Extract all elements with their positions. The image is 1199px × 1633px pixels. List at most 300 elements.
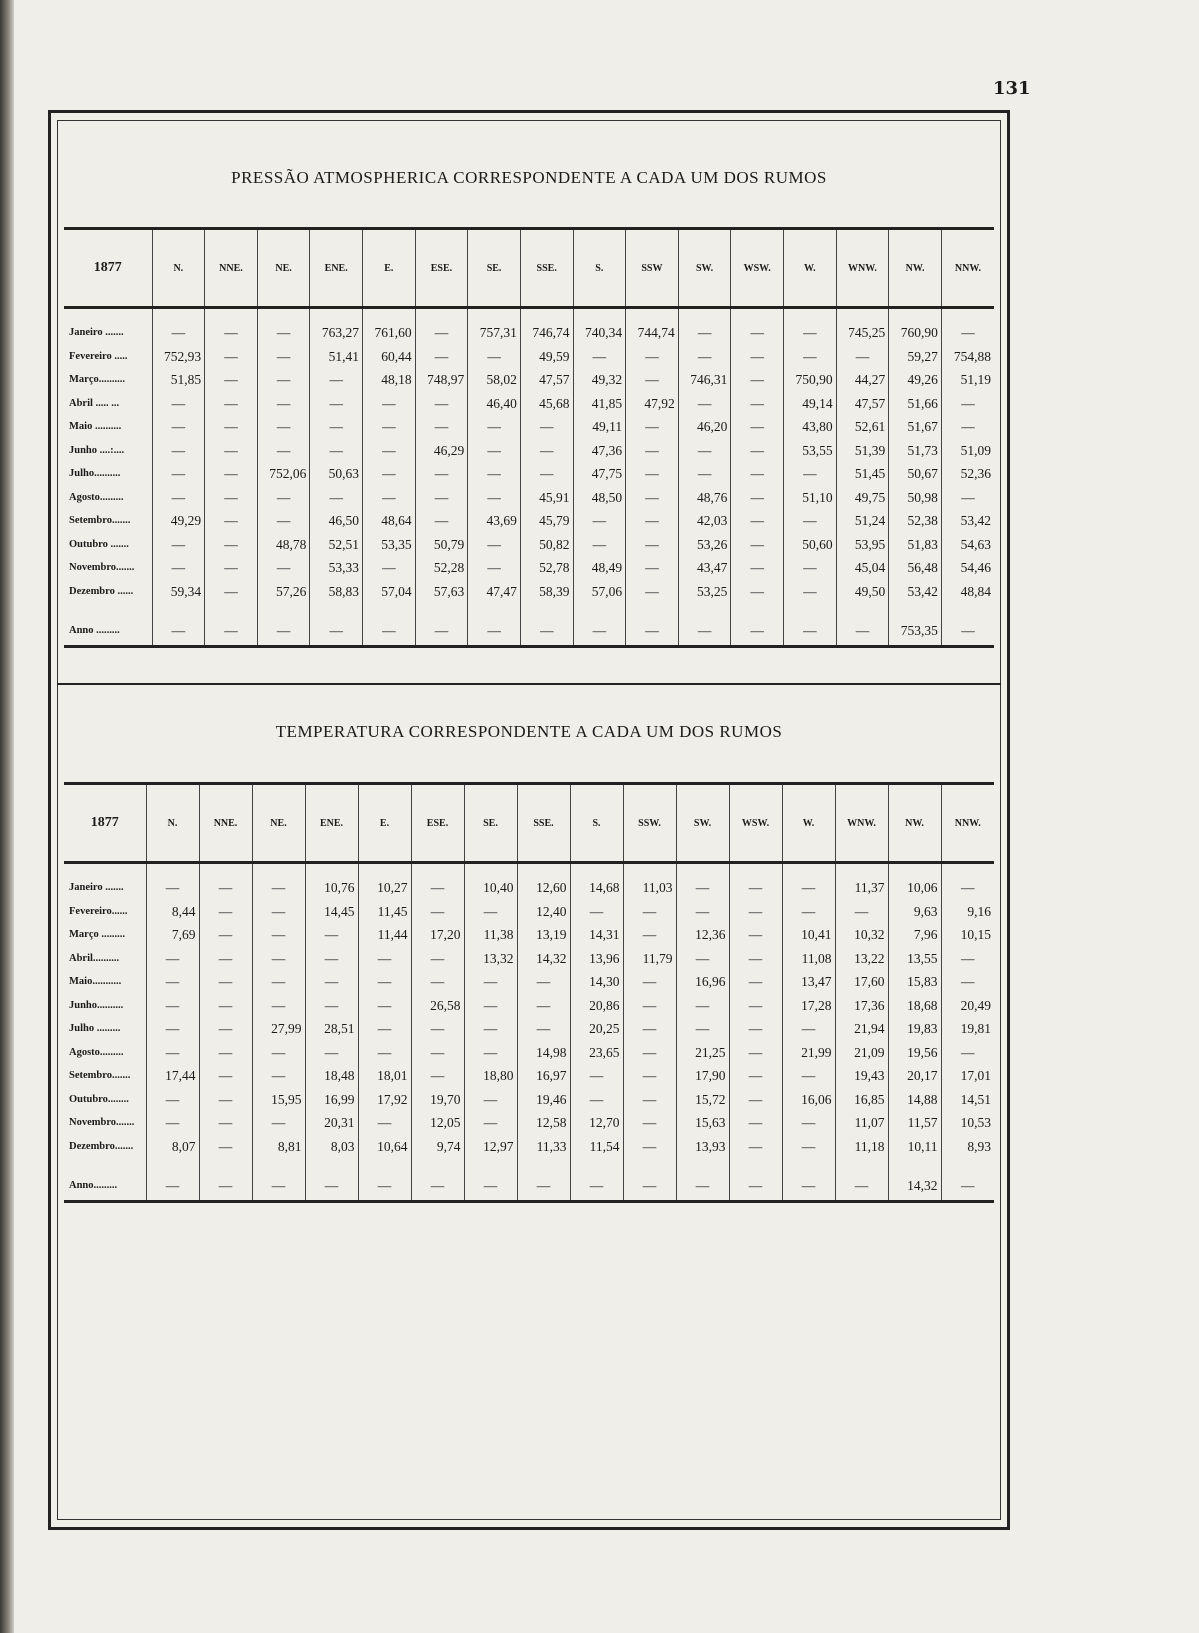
table-cell: 15,83	[888, 970, 941, 994]
table-cell: —	[784, 580, 837, 604]
table-cell: —	[252, 1170, 305, 1202]
table-row	[64, 1170, 994, 1202]
table-cell: 51,41	[310, 345, 363, 369]
table-cell: —	[468, 462, 521, 486]
table-cell: 52,36	[941, 462, 994, 486]
table-cell: —	[146, 1111, 199, 1135]
table-row	[64, 556, 994, 580]
table-cell: —	[784, 509, 837, 533]
table-cell: 47,47	[468, 580, 521, 604]
table-cell: 17,20	[411, 923, 464, 947]
table-cell: —	[363, 615, 416, 647]
table-cell: 49,32	[573, 368, 626, 392]
table-cell: —	[573, 345, 626, 369]
table-cell: —	[205, 345, 258, 369]
table-cell: 41,85	[573, 392, 626, 416]
table-cell: —	[146, 1088, 199, 1112]
table-cell: —	[257, 615, 310, 647]
table-row	[64, 1041, 994, 1065]
table-cell: —	[731, 580, 784, 604]
table-cell: 51,10	[784, 486, 837, 510]
table-cell: —	[676, 1017, 729, 1041]
table-cell: 11,45	[358, 900, 411, 924]
table-cell: 47,57	[520, 368, 573, 392]
table-cell: 10,64	[358, 1135, 411, 1159]
table-cell: —	[152, 533, 205, 557]
table-cell: —	[257, 321, 310, 345]
table-cell: —	[729, 900, 782, 924]
table-cell: —	[729, 1111, 782, 1135]
table-cell: —	[678, 321, 731, 345]
table-cell: —	[941, 415, 994, 439]
table-cell: 9,16	[941, 900, 994, 924]
table-cell: 13,19	[517, 923, 570, 947]
table-cell: 51,73	[889, 439, 942, 463]
table-cell: —	[678, 345, 731, 369]
column-header: N.	[146, 785, 199, 863]
table-cell: 13,32	[464, 947, 517, 971]
table-cell: 17,36	[835, 994, 888, 1018]
table-cell: —	[464, 970, 517, 994]
table-cell: 51,39	[836, 439, 889, 463]
table-cell: 9,63	[888, 900, 941, 924]
table-cell: —	[729, 1064, 782, 1088]
table-cell: —	[941, 321, 994, 345]
table-cell: 10,41	[782, 923, 835, 947]
table-cell: 14,32	[517, 947, 570, 971]
table-cell: —	[310, 368, 363, 392]
table-cell: —	[623, 994, 676, 1018]
table-cell: 14,68	[570, 876, 623, 900]
table-cell: —	[415, 615, 468, 647]
table-cell: 754,88	[941, 345, 994, 369]
pressure-table-wrap	[64, 227, 994, 648]
table-cell: 51,24	[836, 509, 889, 533]
column-header: NNE.	[205, 230, 258, 308]
table-cell: —	[305, 947, 358, 971]
table-cell: 49,14	[784, 392, 837, 416]
table-cell: 18,80	[464, 1064, 517, 1088]
page-number: 131	[993, 78, 1031, 99]
table-cell: —	[205, 368, 258, 392]
table-cell: 58,39	[520, 580, 573, 604]
table-cell: —	[731, 462, 784, 486]
table-cell: 52,51	[310, 533, 363, 557]
table-cell: 53,26	[678, 533, 731, 557]
month-label: Março..........	[69, 374, 125, 386]
table-cell: —	[678, 615, 731, 647]
table-cell: —	[146, 970, 199, 994]
table-cell: —	[252, 947, 305, 971]
table-cell: —	[363, 556, 416, 580]
column-header: NNW.	[941, 785, 994, 863]
table-cell: —	[152, 615, 205, 647]
table-cell: 12,60	[517, 876, 570, 900]
table-cell: 10,32	[835, 923, 888, 947]
month-label: Julho .........	[69, 1023, 121, 1035]
table-cell: —	[464, 1111, 517, 1135]
table-cell: —	[626, 580, 679, 604]
table-cell: 43,69	[468, 509, 521, 533]
column-header: NNE.	[199, 785, 252, 863]
table-cell: 50,98	[889, 486, 942, 510]
table-cell: 18,01	[358, 1064, 411, 1088]
table-cell: 49,26	[889, 368, 942, 392]
table-cell: —	[363, 392, 416, 416]
table-cell: 53,33	[310, 556, 363, 580]
table-cell: 59,27	[889, 345, 942, 369]
table-cell: —	[205, 533, 258, 557]
table-cell: 11,79	[623, 947, 676, 971]
table-cell: 48,76	[678, 486, 731, 510]
table-cell: —	[358, 994, 411, 1018]
month-label: Julho..........	[69, 468, 121, 480]
table-cell: 12,97	[464, 1135, 517, 1159]
table-cell: 51,85	[152, 368, 205, 392]
table-row	[64, 345, 994, 369]
table-cell: —	[626, 509, 679, 533]
table-cell: —	[731, 439, 784, 463]
table-cell: —	[205, 580, 258, 604]
table-cell: —	[205, 392, 258, 416]
column-header: ESE.	[411, 785, 464, 863]
table-cell: —	[623, 1017, 676, 1041]
table-cell: —	[468, 345, 521, 369]
month-label: Anno .........	[64, 615, 152, 647]
table-cell: —	[626, 439, 679, 463]
table-cell: 53,42	[889, 580, 942, 604]
column-header: WSW.	[731, 230, 784, 308]
table-cell: —	[199, 994, 252, 1018]
table-cell: 50,82	[520, 533, 573, 557]
table-cell: —	[941, 486, 994, 510]
table-cell: —	[468, 439, 521, 463]
table-cell: —	[626, 486, 679, 510]
temperature-table	[64, 785, 994, 1203]
table-cell: 51,45	[836, 462, 889, 486]
column-header: SSW	[626, 230, 679, 308]
table-cell: —	[782, 1111, 835, 1135]
table-cell: 13,22	[835, 947, 888, 971]
column-header: SSE.	[520, 230, 573, 308]
table-cell: —	[310, 615, 363, 647]
month-label: Novembro.......	[69, 562, 135, 574]
table-cell: 760,90	[889, 321, 942, 345]
table-cell: —	[729, 876, 782, 900]
table-cell: —	[310, 439, 363, 463]
table-cell: 7,69	[146, 923, 199, 947]
column-header: SSW.	[623, 785, 676, 863]
month-label: Junho ....:....	[69, 444, 125, 456]
column-header: E.	[363, 230, 416, 308]
table-cell: 11,38	[464, 923, 517, 947]
table-cell: —	[731, 415, 784, 439]
table-cell: —	[252, 923, 305, 947]
spacer-row	[64, 603, 994, 615]
table-cell: 53,95	[836, 533, 889, 557]
month-label: Fevereiro .....	[69, 350, 128, 362]
column-header: SE.	[464, 785, 517, 863]
table-cell: 15,95	[252, 1088, 305, 1112]
table-cell: —	[146, 1041, 199, 1065]
table-cell: —	[199, 1088, 252, 1112]
table-cell: 10,06	[888, 876, 941, 900]
table-cell: 27,99	[252, 1017, 305, 1041]
page-binding-shadow	[0, 0, 14, 1633]
table-cell: —	[623, 900, 676, 924]
table-cell: 19,43	[835, 1064, 888, 1088]
table-cell: 752,93	[152, 345, 205, 369]
pressure-header-row	[64, 230, 994, 308]
table-cell: 46,20	[678, 415, 731, 439]
table-cell: 46,40	[468, 392, 521, 416]
table-cell: 10,11	[888, 1135, 941, 1159]
table-cell: 47,57	[836, 392, 889, 416]
month-label: Setembro.......	[69, 515, 131, 527]
table-cell: 14,45	[305, 900, 358, 924]
table-cell: —	[464, 1088, 517, 1112]
table-cell: —	[729, 970, 782, 994]
table-cell: —	[310, 486, 363, 510]
table-cell: —	[570, 1088, 623, 1112]
table-cell: —	[205, 615, 258, 647]
table-cell: —	[782, 1064, 835, 1088]
table-cell: —	[199, 1111, 252, 1135]
table-cell: 47,36	[573, 439, 626, 463]
column-header: ESE.	[415, 230, 468, 308]
table-cell: 761,60	[363, 321, 416, 345]
month-label: Abril ..... ...	[69, 397, 120, 409]
column-header: NW.	[889, 230, 942, 308]
table-cell: —	[676, 1170, 729, 1202]
table-cell: —	[252, 1041, 305, 1065]
table-cell: —	[570, 1064, 623, 1088]
table-cell: —	[729, 947, 782, 971]
table-cell: —	[205, 439, 258, 463]
table-cell: —	[782, 1135, 835, 1159]
table-cell: 60,44	[363, 345, 416, 369]
table-cell: 15,63	[676, 1111, 729, 1135]
table-cell: 54,63	[941, 533, 994, 557]
column-header: SW.	[676, 785, 729, 863]
table-cell: —	[731, 321, 784, 345]
table-cell: 51,66	[889, 392, 942, 416]
table-cell: 17,60	[835, 970, 888, 994]
table-cell: —	[520, 415, 573, 439]
table-row	[64, 321, 994, 345]
table-cell: —	[626, 615, 679, 647]
table-row	[64, 876, 994, 900]
pressure-section	[64, 168, 994, 188]
table-cell: —	[623, 1041, 676, 1065]
table-cell: 18,68	[888, 994, 941, 1018]
table-cell: —	[199, 970, 252, 994]
table-cell: —	[199, 923, 252, 947]
table-cell: —	[252, 1064, 305, 1088]
table-cell: 46,29	[415, 439, 468, 463]
table-cell: —	[257, 439, 310, 463]
table-cell: 53,35	[363, 533, 416, 557]
table-cell: 740,34	[573, 321, 626, 345]
table-cell: —	[205, 556, 258, 580]
table-cell: —	[676, 900, 729, 924]
column-header: E.	[358, 785, 411, 863]
table-cell: 11,33	[517, 1135, 570, 1159]
year-header: 1877	[64, 785, 146, 863]
table-cell: —	[152, 486, 205, 510]
table-cell: 53,42	[941, 509, 994, 533]
table-cell: —	[729, 1088, 782, 1112]
table-cell: —	[152, 462, 205, 486]
table-cell: —	[626, 368, 679, 392]
table-cell: 49,59	[520, 345, 573, 369]
table-cell: 11,57	[888, 1111, 941, 1135]
table-cell: —	[415, 415, 468, 439]
table-cell: 11,44	[358, 923, 411, 947]
month-label: Janeiro .......	[69, 327, 124, 339]
table-cell: 52,78	[520, 556, 573, 580]
table-cell: 50,67	[889, 462, 942, 486]
table-cell: 7,96	[888, 923, 941, 947]
table-cell: 19,56	[888, 1041, 941, 1065]
table-row	[64, 1064, 994, 1088]
table-cell: —	[468, 556, 521, 580]
table-cell: 10,53	[941, 1111, 994, 1135]
table-cell: 19,46	[517, 1088, 570, 1112]
table-cell: —	[358, 947, 411, 971]
table-cell: —	[464, 1017, 517, 1041]
table-cell: 26,58	[411, 994, 464, 1018]
table-cell: —	[517, 970, 570, 994]
table-cell: —	[205, 321, 258, 345]
table-cell: 16,97	[517, 1064, 570, 1088]
table-cell: —	[358, 970, 411, 994]
table-cell: 12,36	[676, 923, 729, 947]
table-cell: 14,31	[570, 923, 623, 947]
table-cell: —	[468, 415, 521, 439]
column-header: NE.	[252, 785, 305, 863]
pressure-body	[64, 308, 994, 647]
table-cell: —	[836, 345, 889, 369]
table-row	[64, 439, 994, 463]
table-row	[64, 615, 994, 647]
table-cell: 48,84	[941, 580, 994, 604]
table-cell: 14,30	[570, 970, 623, 994]
table-cell: —	[835, 1170, 888, 1202]
table-cell: 47,75	[573, 462, 626, 486]
column-header: WNW.	[836, 230, 889, 308]
table-cell: 57,04	[363, 580, 416, 604]
table-cell: 14,32	[888, 1170, 941, 1202]
table-cell: —	[623, 1170, 676, 1202]
table-cell: —	[199, 1041, 252, 1065]
table-cell: 14,98	[517, 1041, 570, 1065]
table-cell: —	[573, 509, 626, 533]
table-row	[64, 923, 994, 947]
table-cell: —	[941, 947, 994, 971]
table-cell: —	[199, 876, 252, 900]
table-cell: —	[199, 1017, 252, 1041]
temperature-header-row	[64, 785, 994, 863]
table-cell: —	[517, 1170, 570, 1202]
table-cell: 16,85	[835, 1088, 888, 1112]
table-cell: 13,93	[676, 1135, 729, 1159]
table-cell: —	[146, 947, 199, 971]
table-cell: 47,92	[626, 392, 679, 416]
column-header: WNW.	[835, 785, 888, 863]
table-cell: —	[573, 615, 626, 647]
table-cell: —	[468, 486, 521, 510]
table-row	[64, 392, 994, 416]
column-header: W.	[782, 785, 835, 863]
table-cell: 44,27	[836, 368, 889, 392]
spacer-row	[64, 1158, 994, 1170]
table-cell: 48,64	[363, 509, 416, 533]
column-header: S.	[573, 230, 626, 308]
table-cell: 9,74	[411, 1135, 464, 1159]
table-cell: —	[782, 876, 835, 900]
table-cell: 49,50	[836, 580, 889, 604]
table-cell: —	[836, 615, 889, 647]
column-header: NW.	[888, 785, 941, 863]
table-cell: —	[363, 415, 416, 439]
table-cell: 45,91	[520, 486, 573, 510]
temperature-table-wrap	[64, 782, 994, 1203]
table-cell: 59,34	[152, 580, 205, 604]
table-cell: —	[517, 994, 570, 1018]
table-cell: —	[199, 1064, 252, 1088]
table-cell: 10,15	[941, 923, 994, 947]
table-cell: 17,28	[782, 994, 835, 1018]
table-cell: —	[623, 1111, 676, 1135]
table-cell: —	[199, 900, 252, 924]
table-cell: 51,83	[889, 533, 942, 557]
month-label: Agosto.........	[69, 491, 124, 503]
table-cell: 53,25	[678, 580, 731, 604]
table-cell: 13,96	[570, 947, 623, 971]
table-cell: —	[626, 345, 679, 369]
table-cell: —	[415, 392, 468, 416]
table-cell: —	[676, 994, 729, 1018]
table-cell: —	[252, 900, 305, 924]
table-cell: 19,81	[941, 1017, 994, 1041]
table-cell: 48,50	[573, 486, 626, 510]
column-header: NNW.	[941, 230, 994, 308]
table-cell: —	[305, 1041, 358, 1065]
table-cell: —	[358, 1170, 411, 1202]
table-cell: 49,29	[152, 509, 205, 533]
temperature-body	[64, 863, 994, 1202]
table-cell: —	[305, 970, 358, 994]
table-cell: 746,74	[520, 321, 573, 345]
table-cell: —	[464, 1041, 517, 1065]
table-cell: 21,09	[835, 1041, 888, 1065]
table-cell: —	[623, 1088, 676, 1112]
table-cell: —	[199, 947, 252, 971]
table-cell: 12,58	[517, 1111, 570, 1135]
table-cell: —	[257, 345, 310, 369]
table-cell: —	[729, 1135, 782, 1159]
table-cell: —	[729, 923, 782, 947]
table-cell: —	[464, 994, 517, 1018]
table-cell: 11,54	[570, 1135, 623, 1159]
table-cell: 46,50	[310, 509, 363, 533]
table-cell: —	[731, 533, 784, 557]
table-cell: —	[731, 509, 784, 533]
month-label: Maio...........	[69, 976, 122, 988]
table-cell: —	[729, 1170, 782, 1202]
table-cell: 58,83	[310, 580, 363, 604]
